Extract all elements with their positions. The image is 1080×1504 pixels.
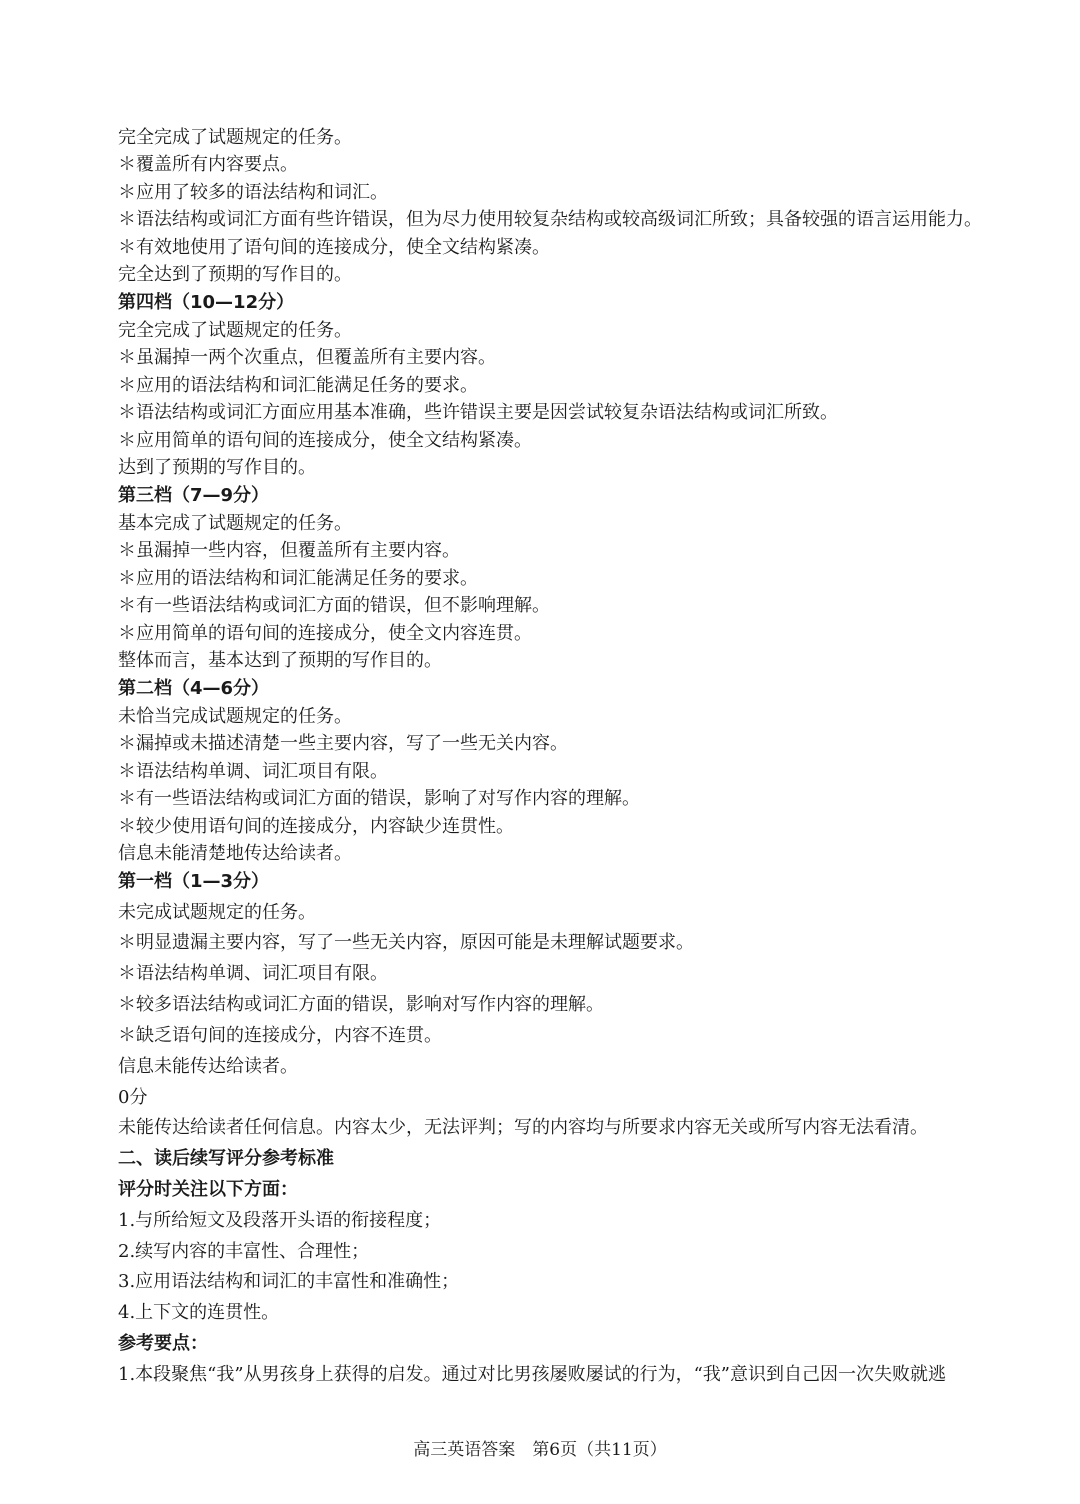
text-line: 达到了预期的写作目的。 [118, 457, 316, 478]
section-heading: 第二档（4—6分） [118, 678, 270, 699]
text-line: ＊有一些语法结构或词汇方面的错误，影响了对写作内容的理解。 [118, 788, 640, 809]
text-line: ＊虽漏掉一些内容，但覆盖所有主要内容。 [118, 540, 460, 561]
text-line: 基本完成了试题规定的任务。 [118, 513, 352, 534]
section-heading: 评分时关注以下方面： [118, 1179, 298, 1200]
text-line: 0分 [118, 1087, 148, 1108]
section-heading: 参考要点： [118, 1333, 208, 1354]
text-line: 完全完成了试题规定的任务。 [118, 127, 352, 148]
text-line: ＊应用简单的语句间的连接成分，使全文内容连贯。 [118, 623, 532, 644]
text-line: 2.续写内容的丰富性、合理性； [118, 1241, 370, 1262]
text-line: ＊有效地使用了语句间的连接成分，使全文结构紧凑。 [118, 237, 550, 258]
text-line: ＊应用简单的语句间的连接成分，使全文结构紧凑。 [118, 430, 532, 451]
section-heading: 第四档（10—12分） [118, 292, 295, 313]
text-line: ＊有一些语法结构或词汇方面的错误，但不影响理解。 [118, 595, 550, 616]
text-line: ＊较多语法结构或词汇方面的错误，影响对写作内容的理解。 [118, 994, 604, 1015]
text-line: 1.本段聚焦“我”从男孩身上获得的启发。通过对比男孩屡败屡试的行为，“我”意识到自己因一次失败就逃 [118, 1364, 946, 1385]
text-line: ＊明显遗漏主要内容，写了一些无关内容，原因可能是未理解试题要求。 [118, 932, 694, 953]
text-line: ＊应用的语法结构和词汇能满足任务的要求。 [118, 568, 478, 589]
text-line: ＊虽漏掉一两个次重点，但覆盖所有主要内容。 [118, 347, 496, 368]
text-line: 完全达到了预期的写作目的。 [118, 264, 352, 285]
text-line: 4.上下文的连贯性。 [118, 1302, 280, 1323]
text-line: 未完成试题规定的任务。 [118, 902, 316, 923]
text-line: ＊语法结构或词汇方面应用基本准确，些许错误主要是因尝试较复杂语法结构或词汇所致。 [118, 402, 838, 423]
text-line: 1.与所给短文及段落开头语的衔接程度； [118, 1210, 442, 1231]
text-line: 未恰当完成试题规定的任务。 [118, 706, 352, 727]
text-line: ＊语法结构或词汇方面有些许错误，但为尽力使用较复杂结构或较高级词汇所致；具备较强的语言运用能力。 [118, 209, 982, 230]
text-line: ＊覆盖所有内容要点。 [118, 154, 298, 175]
text-line: ＊应用的语法结构和词汇能满足任务的要求。 [118, 375, 478, 396]
text-line: ＊语法结构单调、词汇项目有限。 [118, 761, 388, 782]
text-line: 信息未能清楚地传达给读者。 [118, 843, 352, 864]
section-heading: 二、读后续写评分参考标准 [118, 1148, 334, 1169]
text-line: ＊缺乏语句间的连接成分，内容不连贯。 [118, 1025, 442, 1046]
text-line: ＊漏掉或未描述清楚一些主要内容，写了一些无关内容。 [118, 733, 568, 754]
text-line: 完全完成了试题规定的任务。 [118, 320, 352, 341]
section-heading: 第三档（7—9分） [118, 485, 270, 506]
page-footer: 高三英语答案 第6页（共11页） [413, 1440, 667, 1460]
section-heading: 第一档（1—3分） [118, 871, 270, 892]
text-line: ＊语法结构单调、词汇项目有限。 [118, 963, 388, 984]
text-line: ＊较少使用语句间的连接成分，内容缺少连贯性。 [118, 816, 514, 837]
text-line: 未能传达给读者任何信息。内容太少，无法评判；写的内容均与所要求内容无关或所写内容无法看清。 [118, 1117, 928, 1138]
text-line: 整体而言，基本达到了预期的写作目的。 [118, 650, 442, 671]
text-line: 信息未能传达给读者。 [118, 1056, 298, 1077]
text-line: ＊应用了较多的语法结构和词汇。 [118, 182, 388, 203]
text-line: 3.应用语法结构和词汇的丰富性和准确性； [118, 1271, 460, 1292]
